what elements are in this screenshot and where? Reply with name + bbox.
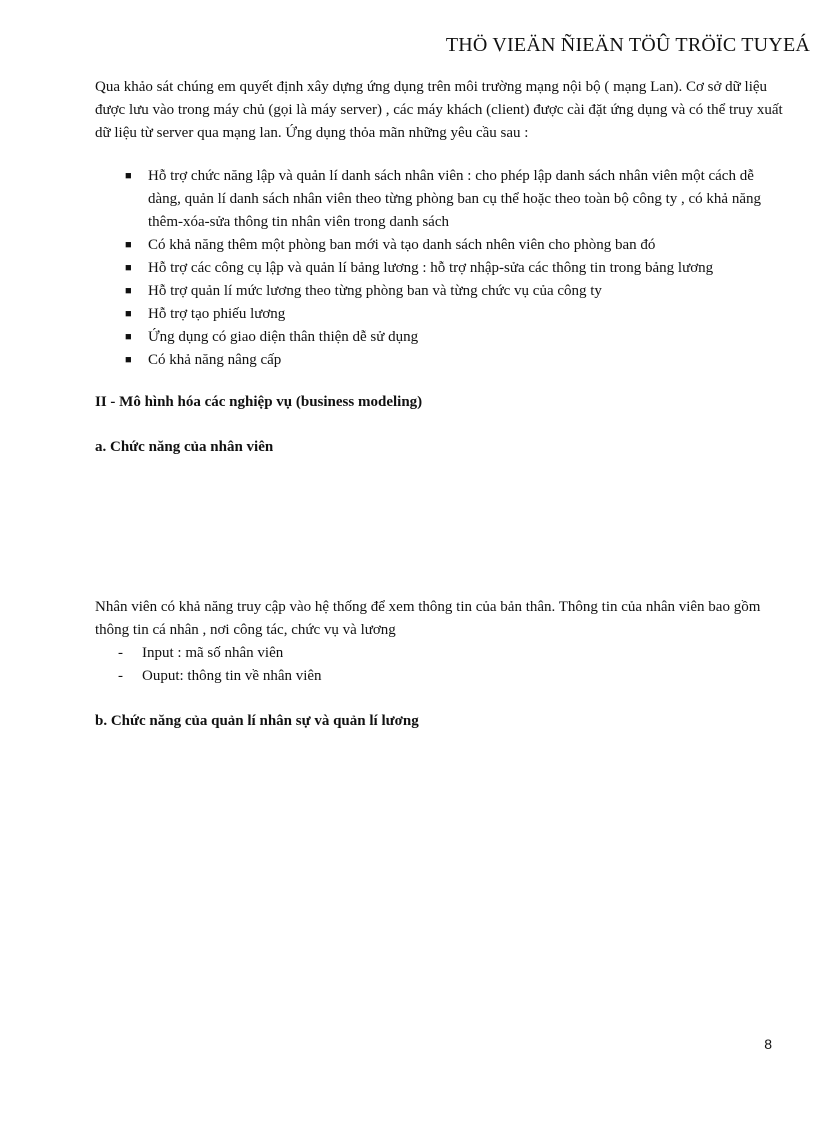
list-item: [118, 642, 322, 665]
square-bullet-icon: ■: [125, 170, 132, 182]
dash-bullet-icon: -: [118, 668, 123, 684]
square-bullet-icon: ■: [125, 331, 132, 343]
dash-bullet-icon: -: [118, 645, 123, 661]
list-item-text: Có khả năng nâng cấp: [148, 352, 282, 368]
subsection-a-paragraph: Nhân viên có khả năng truy cập vào hệ thống để xem thông tin của bản thân. Thông tin của nhân viên bao gồm thông tin cá nhân , nơi công tác, chức vụ và lương: [95, 599, 761, 638]
io-list: [118, 642, 322, 688]
list-item-text: Hỗ trợ tạo phiếu lương: [148, 306, 286, 322]
list-item-text: Hỗ trợ chức năng lập và quản lí danh sách nhân viên : cho phép lập danh sách nhân viên một cách dễ dàng, quản lí danh sách nhân viên theo từng phòng ban cụ thể hoặc theo toàn bộ công ty , có khả năng thêm-xóa-sửa thông tin nhân viên trong danh sách: [148, 168, 761, 230]
square-bullet-icon: ■: [125, 262, 132, 274]
list-item-text: Hỗ trợ các công cụ lập và quản lí bảng lương : hỗ trợ nhập-sửa các thông tin trong bảng lương: [148, 260, 714, 276]
list-item-text: Ứng dụng có giao diện thân thiện dễ sử dụng: [148, 329, 419, 345]
list-item: [124, 234, 786, 257]
square-bullet-icon: ■: [125, 285, 132, 297]
square-bullet-icon: ■: [125, 354, 132, 366]
list-item-text: Có khả năng thêm một phòng ban mới và tạo danh sách nhên viên cho phòng ban đó: [148, 237, 656, 253]
input-item-text: Input : mã số nhân viên: [142, 645, 284, 661]
list-item: [124, 349, 786, 372]
output-item-text: Ouput: thông tin về nhân viên: [142, 668, 322, 684]
requirements-list: [124, 165, 786, 372]
subsection-a-heading: a. Chức năng của nhân viên: [95, 439, 274, 455]
list-item: [124, 280, 786, 303]
list-item: [124, 326, 786, 349]
list-item: [124, 165, 786, 234]
list-item: [124, 303, 786, 326]
section-ii-heading: II - Mô hình hóa các nghiệp vụ (business modeling): [95, 394, 423, 410]
list-item: [124, 257, 786, 280]
intro-paragraph: Qua khảo sát chúng em quyết định xây dựng ứng dụng trên môi trường mạng nội bộ ( mạng Lan). Cơ sở dữ liệu được lưu vào trong máy chủ (gọi là máy server) , các máy khách (client) được cài đặt ứng dụng và có thể truy xuất dữ liệu từ server qua mạng lan. Ứng dụng thỏa mãn những yêu cầu sau :: [95, 79, 783, 141]
square-bullet-icon: ■: [125, 308, 132, 320]
subsection-b-heading: b. Chức năng của quản lí nhân sự và quản lí lương: [95, 713, 419, 729]
running-header: THÖ VIEÄN ÑIEÄN TÖÛ TRÖÏC TUYEÁ: [445, 34, 810, 56]
square-bullet-icon: ■: [125, 239, 132, 251]
list-item: [118, 665, 322, 688]
page-number: 8: [764, 1036, 772, 1052]
list-item-text: Hỗ trợ quản lí mức lương theo từng phòng ban và từng chức vụ của công ty: [148, 283, 602, 299]
